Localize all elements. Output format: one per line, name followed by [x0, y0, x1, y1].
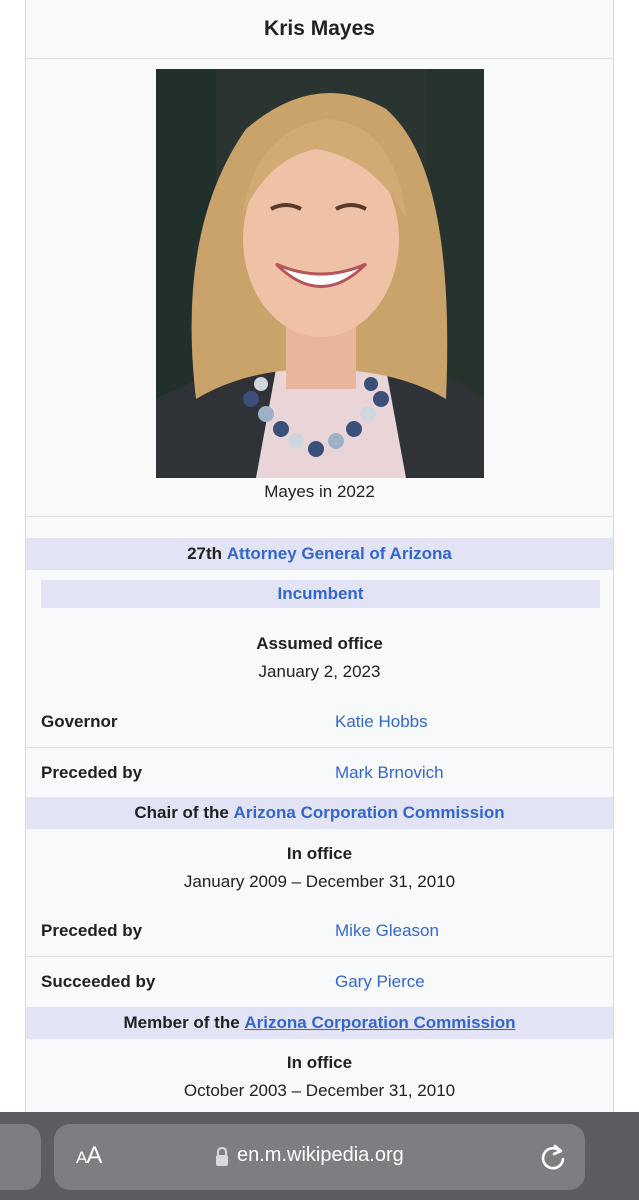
assumed-office-date: January 2, 2023 — [258, 662, 381, 681]
row-preceded-by-chair: Preceded by Mike Gleason — [26, 906, 613, 957]
reload-icon[interactable] — [538, 1142, 568, 1172]
governor-link[interactable]: Katie Hobbs — [335, 712, 428, 731]
predecessor-chair-link[interactable]: Mike Gleason — [335, 921, 439, 940]
browser-toolbar — [0, 1112, 639, 1200]
section-header-chair: Chair of the Arizona Corporation Commission — [26, 797, 613, 829]
infobox — [25, 0, 614, 1112]
chair-term-dates: January 2009 – December 31, 2010 — [183, 872, 456, 891]
divider — [26, 516, 613, 517]
portrait-photo[interactable] — [156, 69, 484, 478]
predecessor-ag-link[interactable]: Mark Brnovich — [335, 763, 444, 782]
attorney-general-link[interactable]: Attorney General of Arizona — [226, 544, 452, 563]
assumed-office-block — [26, 630, 613, 686]
photo-caption: Mayes in 2022 — [264, 482, 375, 501]
url-text: en.m.wikipedia.org — [237, 1144, 404, 1166]
in-office-label-member: In office — [286, 1053, 353, 1072]
incumbent-link[interactable]: Incumbent — [41, 580, 600, 608]
member-term-dates: October 2003 – December 31, 2010 — [183, 1081, 456, 1100]
previous-tab-button[interactable] — [0, 1124, 41, 1190]
successor-chair-link[interactable]: Gary Pierce — [335, 972, 425, 991]
in-office-label: In office — [286, 844, 353, 863]
row-succeeded-by-chair: Succeeded by Gary Pierce — [41, 972, 425, 991]
lock-icon — [214, 1146, 230, 1168]
infobox-title: Kris Mayes — [26, 0, 613, 59]
address-bar[interactable] — [54, 1124, 585, 1190]
text-size-button[interactable]: AA — [76, 1142, 102, 1169]
section-header-attorney-general: 27th Attorney General of Arizona — [26, 538, 613, 570]
member-term-block — [26, 1049, 613, 1105]
assumed-office-label: Assumed office — [256, 634, 383, 653]
corporation-commission-member-link[interactable]: Arizona Corporation Commission — [244, 1013, 516, 1032]
section-header-member: Member of the Arizona Corporation Commission — [26, 1007, 613, 1039]
row-preceded-by-ag: Preceded by Mark Brnovich — [41, 763, 444, 782]
row-governor: Governor Katie Hobbs — [26, 697, 613, 748]
corporation-commission-link[interactable]: Arizona Corporation Commission — [233, 803, 505, 822]
chair-term-block — [26, 840, 613, 896]
